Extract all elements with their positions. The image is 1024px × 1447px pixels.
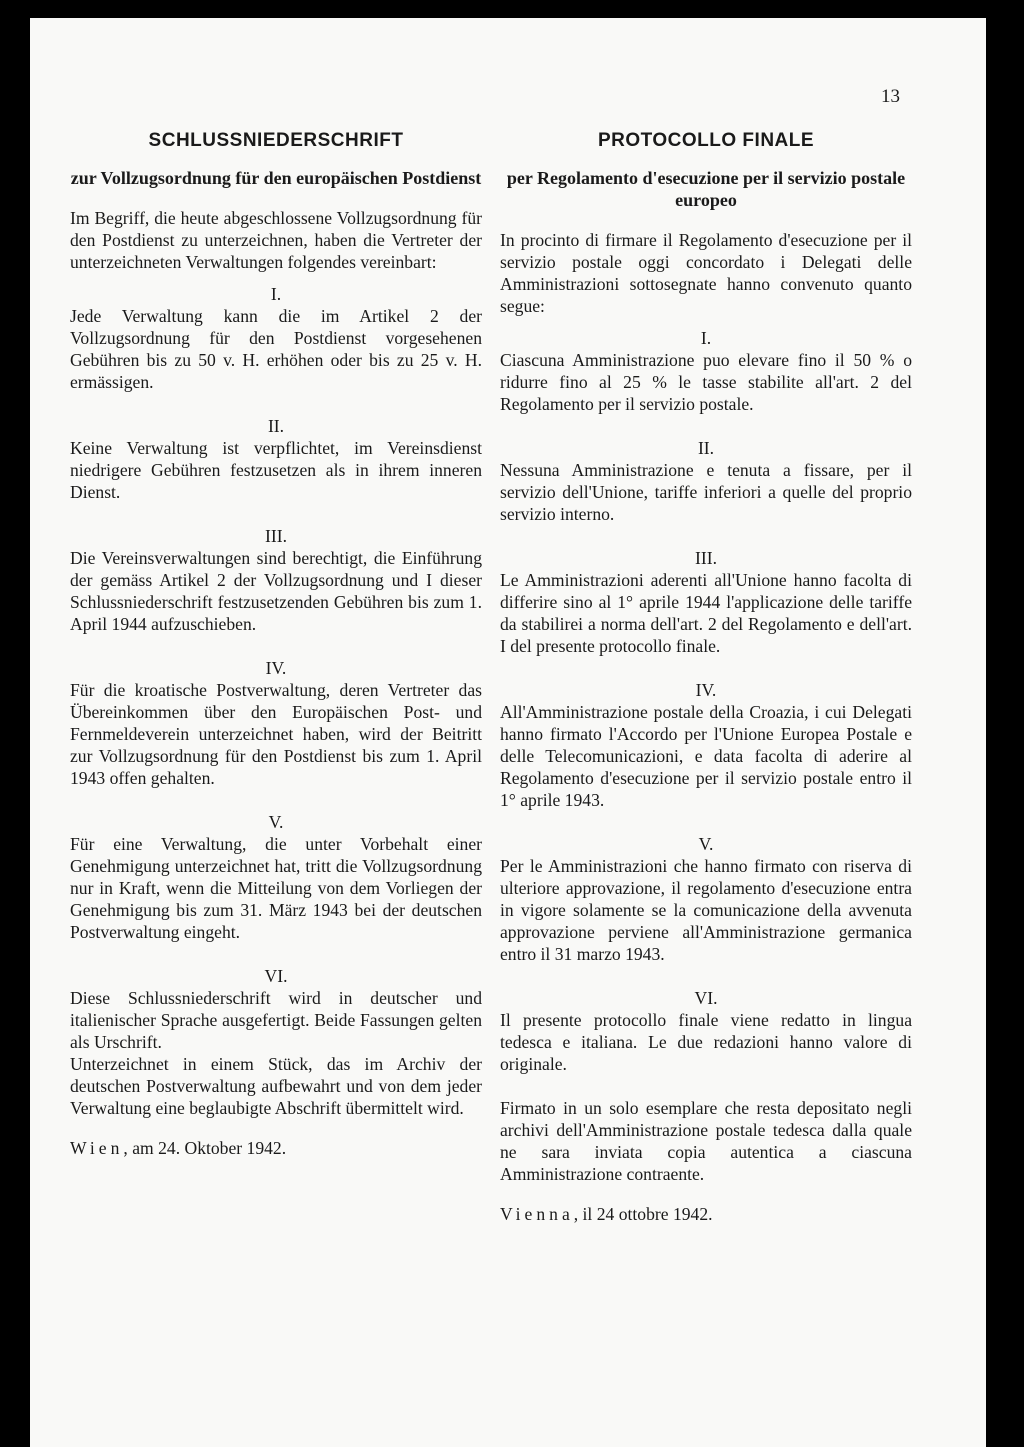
italian-column — [500, 130, 912, 1225]
german-section-text: Jede Verwaltung kann die im Artikel 2 der Vollzugsordnung für den Postdienst vorgesehenen Gebühren bis zu 50 v. H. erhöhen oder bis zu 25 v. H. ermässigen. — [70, 306, 482, 392]
german-section-number: V. — [268, 812, 284, 832]
italian-section-3 — [500, 547, 912, 657]
italian-section-text: Nessuna Amministrazione e tenuta a fissare, per il servizio dell'Unione, tariffe inferiori a quelle del proprio servizio interno. — [500, 460, 912, 524]
italian-section-number: IV. — [695, 680, 717, 700]
italian-section-text: Ciascuna Amministrazione puo elevare fino il 50 % o ridurre fino al 25 % le tasse stabilite all'art. 2 del Regolamento per il servizio postale. — [500, 350, 912, 414]
italian-section-text: Il presente protocollo finale viene redatto in lingua tedesca e italiana. Le due redazioni hanno valore di originale. — [500, 1010, 912, 1074]
italian-subtitle: per Regolamento d'esecuzione per il servizio postale europeo — [506, 168, 906, 210]
german-place: Wien — [70, 1138, 124, 1158]
document-page — [30, 18, 986, 1447]
german-intro: Im Begriff, die heute abgeschlossene Vollzugsordnung für den Postdienst zu unterzeichnen, haben die Vertreter der unterzeichneten Verwaltungen folgendes vereinbart: — [70, 208, 482, 272]
italian-section-5 — [500, 833, 912, 965]
german-section-4 — [70, 657, 482, 789]
german-section-text: Diese Schlussniederschrift wird in deutscher und italienischer Sprache ausgefertigt. Beide Fassungen gelten als Urschrift. — [70, 988, 482, 1052]
german-section-text: Für die kroatische Postverwaltung, deren Vertreter das Übereinkommen über den Europäischen Post- und Fernmeldeverein unterzeichnet haben, wird der Beitritt zur Vollzugsordnung für den Postdienst bis zum 1. April 1943 offen gehalten. — [70, 680, 482, 788]
italian-date: , il 24 ottobre 1942. — [573, 1204, 713, 1224]
german-section-number: IV. — [265, 658, 287, 678]
german-date: , am 24. Oktober 1942. — [123, 1138, 287, 1158]
italian-section-number: I. — [700, 328, 712, 348]
german-title: SCHLUSSNIEDERSCHRIFT — [148, 130, 404, 151]
german-section-text: Die Vereinsverwaltungen sind berechtigt, die Einführung der gemäss Artikel 2 der Vollzugsordnung und I dieser Schlussniederschrift festzusetzenden Gebühren bis zum 1. April 1944 aufzuschieben. — [70, 548, 482, 634]
german-section-6 — [70, 965, 482, 1053]
italian-section-2 — [500, 437, 912, 525]
italian-section-number: VI. — [694, 988, 718, 1008]
italian-section-4 — [500, 679, 912, 811]
italian-section-number: V. — [698, 834, 714, 854]
italian-title: PROTOCOLLO FINALE — [597, 130, 815, 151]
german-section-2 — [70, 415, 482, 503]
italian-section-1 — [500, 327, 912, 415]
german-subtitle: zur Vollzugsordnung für den europäischen Postdienst — [70, 168, 482, 188]
german-section-3 — [70, 525, 482, 635]
german-section-number: II. — [267, 416, 285, 436]
german-section-5 — [70, 811, 482, 943]
german-section-number: III. — [265, 526, 287, 546]
italian-place-date — [500, 1203, 912, 1225]
german-section-number: I. — [270, 284, 282, 304]
german-column — [70, 130, 482, 1159]
german-place-date — [70, 1137, 482, 1159]
italian-section-text: Le Amministrazioni aderenti all'Unione hanno facolta di differire sino al 1° aprile 1944 l'applicazione delle tariffe da stabilirei a norma dell'art. 2 del Regolamento e dell'art. I del presente protocollo finale. — [500, 570, 912, 656]
german-section-text: Für eine Verwaltung, die unter Vorbehalt einer Genehmigung unterzeichnet hat, tritt die Vollzugsordnung nur in Kraft, wenn die Mitteilung von dem Vorliegen der Genehmigung bis zum 31. März 1943 bei der deutschen Postverwaltung eingeht. — [70, 834, 482, 942]
italian-section-number: II. — [697, 438, 715, 458]
german-closing: Unterzeichnet in einem Stück, das im Archiv der deutschen Postverwaltung aufbewahrt und von dem jeder Verwaltung eine beglaubigte Abschrift übermittelt wird. — [70, 1054, 482, 1118]
italian-section-number: III. — [695, 548, 717, 568]
italian-section-6 — [500, 987, 912, 1075]
german-section-text: Keine Verwaltung ist verpflichtet, im Vereinsdienst niedrigere Gebühren festzusetzen als in ihrem inneren Dienst. — [70, 438, 482, 502]
page-number: 13 — [881, 86, 900, 107]
italian-place: Vienna — [500, 1204, 574, 1224]
italian-section-text: All'Amministrazione postale della Croazia, i cui Delegati hanno firmato l'Accordo per l'Unione Europea Postale e delle Telecomunicazioni, e data facolta di aderire al Regolamento d'esecuzione per il servizio postale entro il 1° aprile 1943. — [500, 702, 912, 810]
italian-intro: In procinto di firmare il Regolamento d'esecuzione per il servizio postale oggi concordato i Delegati delle Amministrazioni sottosegnate hanno convenuto quanto segue: — [500, 230, 912, 316]
german-section-1 — [70, 283, 482, 393]
italian-section-text: Per le Amministrazioni che hanno firmato con riserva di ulteriore approvazione, il regolamento d'esecuzione entra in vigore solamente se la comunicazione della avvenuta approvazione perviene all'Amministrazione germanica entro il 31 marzo 1943. — [500, 856, 912, 964]
italian-closing: Firmato in un solo esemplare che resta depositato negli archivi dell'Amministrazione postale tedesca dalla quale ne sara inviata copia autentica a ciascuna Amministrazione contraente. — [500, 1098, 912, 1184]
german-section-number: VI. — [264, 966, 288, 986]
